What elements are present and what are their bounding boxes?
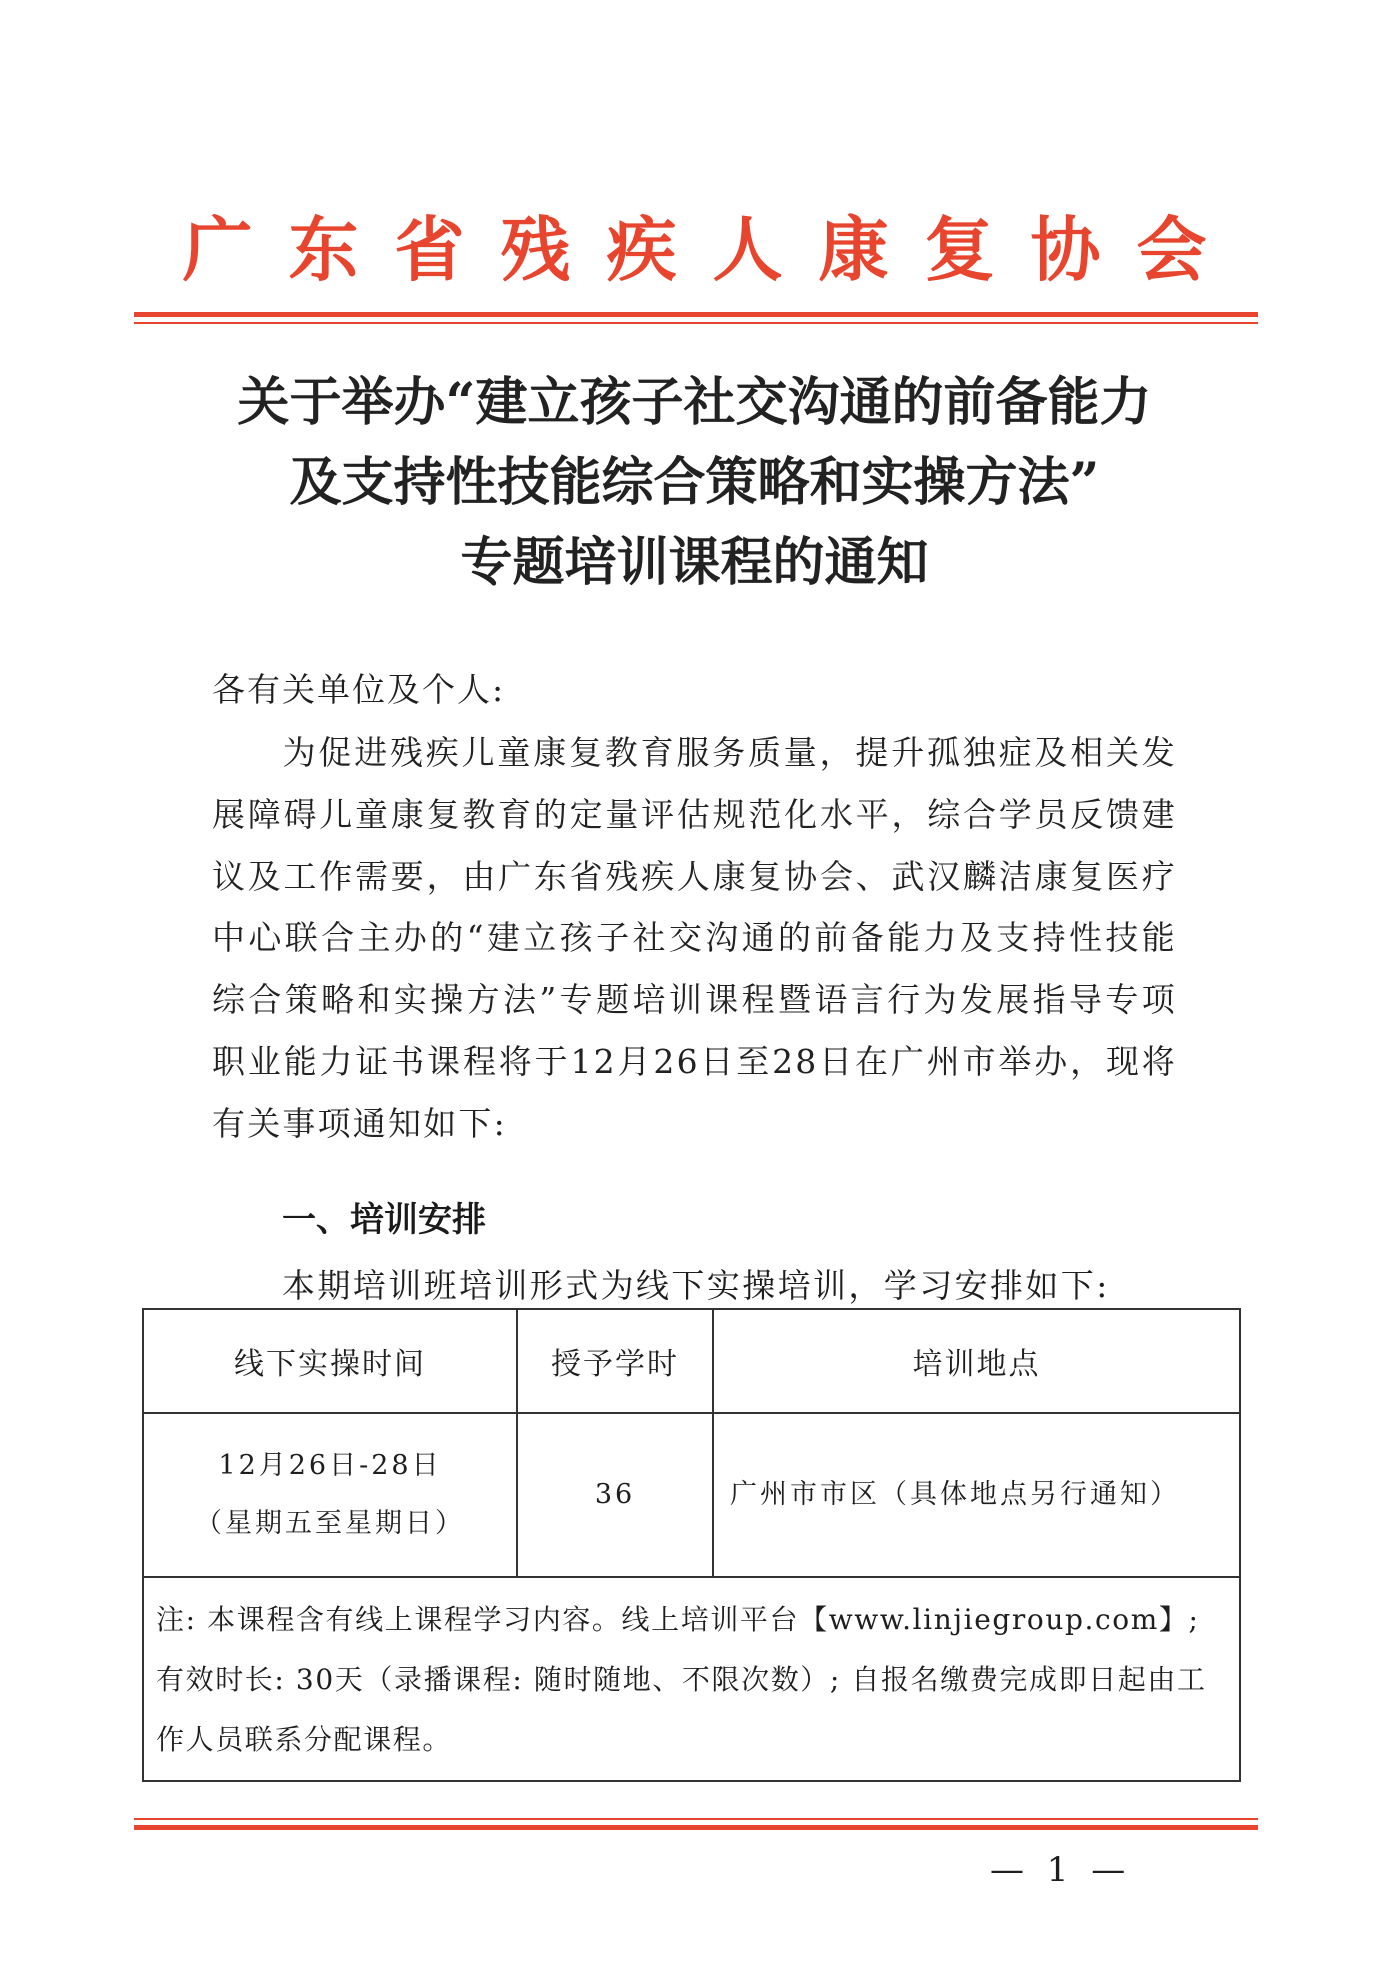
notice-title-line-2: 及支持性技能综合策略和实操方法”	[289, 452, 1100, 513]
section-heading-training: 一、培训安排	[282, 1200, 486, 1240]
notice-title-line-3: 专题培训课程的通知	[460, 532, 929, 593]
footer-divider-thick	[134, 1825, 1258, 1830]
header-divider-thick	[134, 312, 1258, 317]
body-paragraph-text: 为促进残疾儿童康复教育服务质量，提升孤独症及相关发展障碍儿童康复教育的定量评估规范化水平，综合学员反馈建议及工作需要，由广东省残疾人康复协会、武汉麟洁康复医疗中心联合主办的“建立孩子社交沟通的前备能力及支持性技能综合策略和实操方法”专题培训课程暨语言行为发展指导专项职业能力证书课程将于12月26日至28日在广州市举办，现将有关事项通知如下:	[212, 733, 1177, 1143]
org-header-title: 广东省残疾人康复协会	[182, 208, 1243, 291]
cell-hours: 36	[517, 1413, 713, 1577]
table-header-row	[143, 1309, 1240, 1413]
time-dates: 12月26日-28日	[218, 1450, 442, 1481]
header-hours: 授予学时	[517, 1309, 713, 1413]
header-location: 培训地点	[713, 1309, 1240, 1413]
cell-location: 广州市市区（具体地点另行通知）	[713, 1413, 1240, 1577]
header-time: 线下实操时间	[143, 1309, 517, 1413]
body-paragraph	[212, 722, 1177, 1155]
table-note-row	[143, 1577, 1240, 1781]
training-schedule-table	[142, 1308, 1241, 1782]
section-intro: 本期培训班培训形式为线下实操培训，学习安排如下:	[282, 1266, 1110, 1305]
time-weekdays: （星期五至星期日）	[195, 1508, 465, 1539]
table-note: 注: 本课程含有线上课程学习内容。线上培训平台【www.linjiegroup.com】; 有效时长: 30天（录播课程: 随时随地、不限次数）; 自报名缴费完成即日起由工作人员联系分配课程。	[143, 1577, 1240, 1781]
table-row	[143, 1413, 1240, 1577]
page-number: — 1 —	[990, 1850, 1132, 1890]
cell-time	[143, 1413, 517, 1577]
header-divider-thin	[134, 322, 1258, 324]
footer-divider-thin	[134, 1818, 1258, 1820]
salutation: 各有关单位及个人:	[212, 670, 506, 709]
notice-title-line-1: 关于举办“建立孩子社交沟通的前备能力	[237, 372, 1152, 433]
